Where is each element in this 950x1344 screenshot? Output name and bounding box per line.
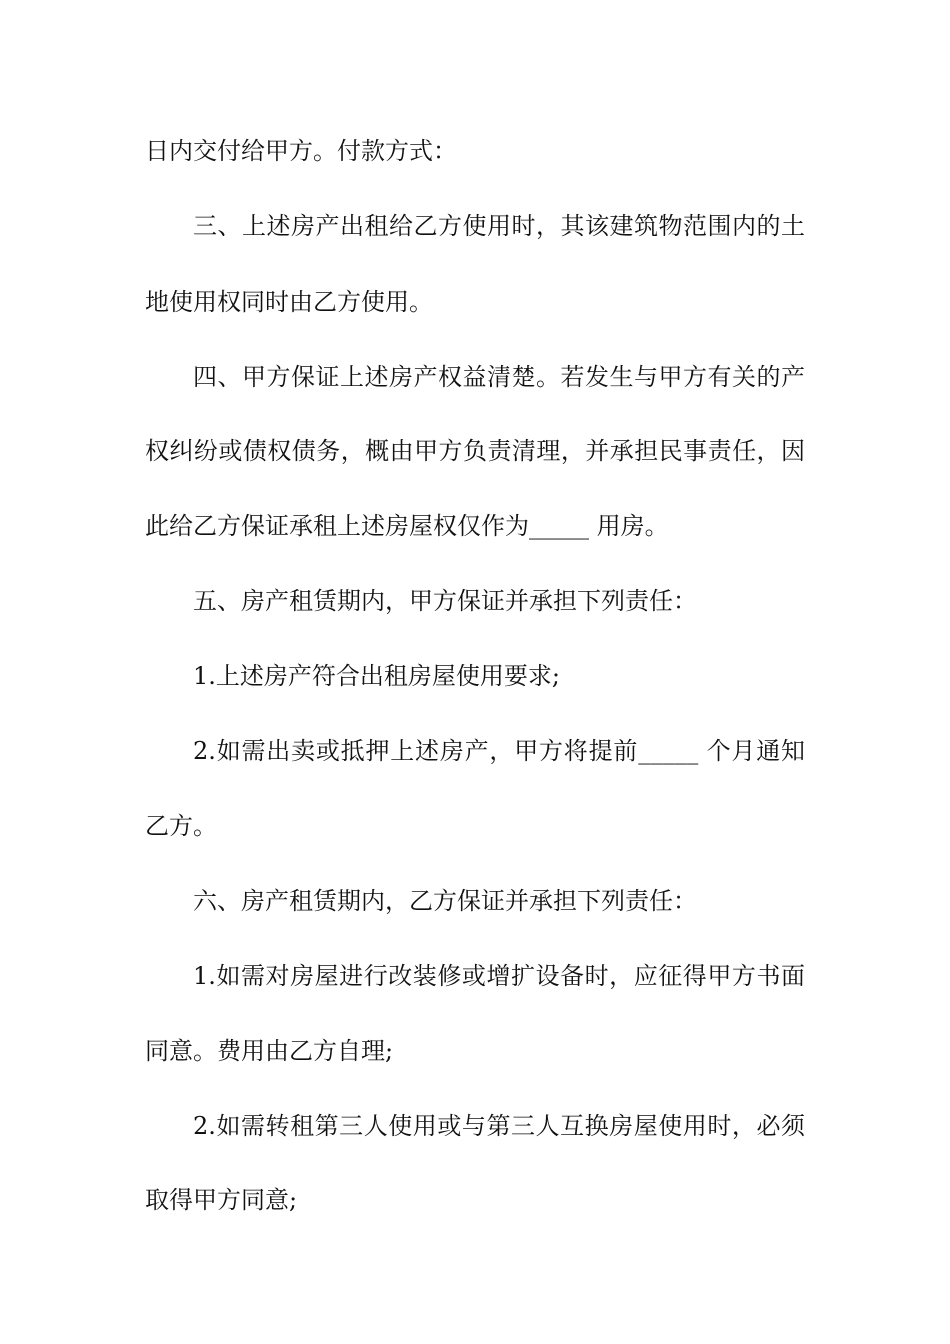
- text-line-content: 五、房产租赁期内，甲方保证并承担下列责任：: [193, 587, 697, 615]
- text-line-content: 此给乙方保证承租上述房屋权仅作为_____ 用房。: [145, 512, 669, 540]
- text-line-content: 三、上述房产出租给乙方使用时，其该建筑物范围内的土: [193, 212, 805, 240]
- text-line: [193, 581, 805, 621]
- text-line: [145, 806, 805, 846]
- text-line-content: 权纠纷或债权债务，概由甲方负责清理，并承担民事责任，因: [145, 437, 805, 465]
- text-line-content: 六、房产租赁期内，乙方保证并承担下列责任：: [193, 887, 697, 915]
- text-line-content: 1.上述房产符合出租房屋使用要求;: [193, 662, 560, 690]
- text-line-content: 同意。费用由乙方自理;: [145, 1037, 394, 1065]
- text-line-content: 四、甲方保证上述房产权益清楚。若发生与甲方有关的产: [193, 363, 805, 391]
- text-line-content: 地使用权同时由乙方使用。: [145, 288, 433, 316]
- text-line: [193, 731, 805, 771]
- text-line: [193, 656, 805, 696]
- text-line-content: 1.如需对房屋进行改装修或增扩设备时，应征得甲方书面: [193, 962, 805, 990]
- text-line: [145, 282, 805, 322]
- text-line: [193, 206, 805, 246]
- text-line-content: 2.如需出卖或抵押上述房产，甲方将提前_____ 个月通知: [193, 737, 805, 765]
- text-line: [193, 881, 805, 921]
- text-line-content: 乙方。: [145, 812, 217, 840]
- text-line: [145, 131, 805, 171]
- text-line: [193, 1106, 805, 1146]
- text-line: [145, 506, 805, 546]
- text-line-content: 2.如需转租第三人使用或与第三人互换房屋使用时，必须: [193, 1112, 805, 1140]
- text-line-content: 日内交付给甲方。付款方式：: [145, 137, 457, 165]
- text-line: [145, 431, 805, 471]
- text-line-content: 取得甲方同意;: [145, 1186, 298, 1214]
- text-line: [193, 956, 805, 996]
- text-line: [193, 357, 805, 397]
- text-line: [145, 1180, 805, 1220]
- text-line: [145, 1031, 805, 1071]
